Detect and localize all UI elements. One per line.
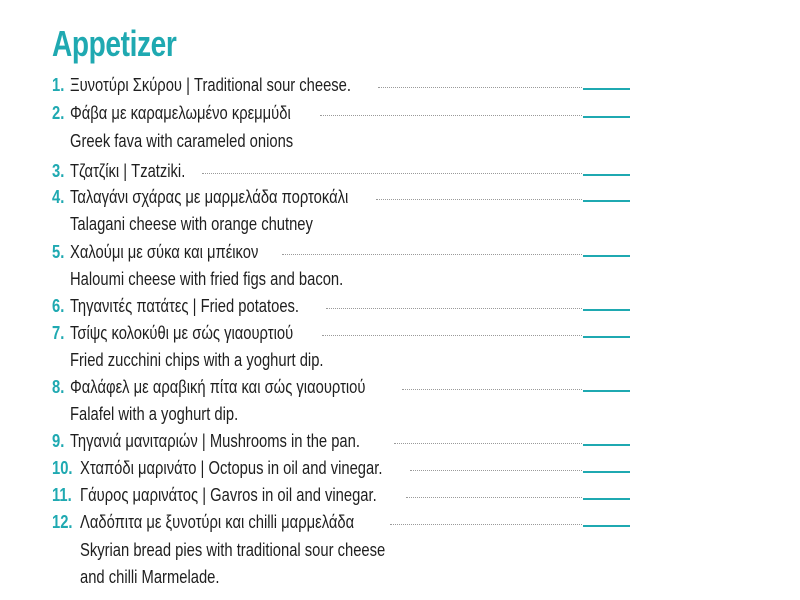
menu-item-12 xyxy=(0,511,800,533)
menu-title: Appetizer xyxy=(52,23,177,64)
menu-item-8 xyxy=(0,376,800,398)
item-name: Ξυνοτύρι Σκύρου | Traditional sour cheese. xyxy=(70,75,351,95)
item-number: 12. xyxy=(52,512,73,532)
dot-leader xyxy=(326,308,582,309)
dot-leader xyxy=(322,335,582,336)
dot-leader xyxy=(390,524,582,525)
dot-leader xyxy=(202,173,582,174)
price-blank xyxy=(583,471,630,473)
dot-leader xyxy=(402,389,582,390)
menu-item-1 xyxy=(0,74,800,96)
dot-leader xyxy=(406,497,582,498)
price-blank xyxy=(583,336,630,338)
item-name: Ταλαγάνι σχάρας με μαρμελάδα πορτοκάλι xyxy=(70,187,349,207)
item-name: Γάυρος μαρινάτος | Gavros in oil and vinegar. xyxy=(80,485,377,505)
menu-item-11 xyxy=(0,484,800,506)
price-blank xyxy=(583,390,630,392)
price-blank xyxy=(583,255,630,257)
item-name: Χαλούμι με σύκα και μπέικον xyxy=(70,242,259,262)
price-blank xyxy=(583,498,630,500)
item-name: Τηγανιά μανιταριών | Mushrooms in the pan. xyxy=(70,431,360,451)
item-number: 4. xyxy=(52,187,65,207)
item-number: 5. xyxy=(52,242,65,262)
price-blank xyxy=(583,116,630,118)
item-name: Λαδόπιτα με ξυνοτύρι και chilli μαρμελάδα xyxy=(80,512,355,532)
price-blank xyxy=(583,309,630,311)
price-blank xyxy=(583,200,630,202)
menu-item-5 xyxy=(0,241,800,263)
dot-leader xyxy=(394,443,582,444)
menu-item-3 xyxy=(0,160,800,182)
menu-item-6 xyxy=(0,295,800,317)
item-number: 11. xyxy=(52,485,72,505)
item-description: Greek fava with carameled onions xyxy=(70,131,294,151)
price-blank xyxy=(583,88,630,90)
dot-leader xyxy=(282,254,582,255)
item-name: Τηγανιτές πατάτες | Fried potatoes. xyxy=(70,296,300,316)
item-number: 9. xyxy=(52,431,65,451)
item-description: and chilli Marmelade. xyxy=(80,567,220,587)
dot-leader xyxy=(376,199,582,200)
item-number: 7. xyxy=(52,323,65,343)
menu-item-4 xyxy=(0,186,800,208)
item-description: Talagani cheese with orange chutney xyxy=(70,214,313,234)
item-number: 6. xyxy=(52,296,65,316)
price-blank xyxy=(583,174,630,176)
item-description: Skyrian bread pies with traditional sour cheese xyxy=(80,540,386,560)
price-blank xyxy=(583,525,630,527)
dot-leader xyxy=(378,87,582,88)
item-description: Fried zucchini chips with a yoghurt dip. xyxy=(70,350,324,370)
item-number: 10. xyxy=(52,458,73,478)
item-name: Φάβα με καραμελωμένο κρεμμύδι xyxy=(70,103,291,123)
item-name: Χταπόδι μαρινάτο | Octopus in oil and vinegar. xyxy=(80,458,383,478)
dot-leader xyxy=(410,470,582,471)
item-number: 8. xyxy=(52,377,65,397)
item-description: Falafel with a yoghurt dip. xyxy=(70,404,239,424)
item-number: 2. xyxy=(52,103,65,123)
item-name: Φαλάφελ με αραβική πίτα και σώς γιαουρτιού xyxy=(70,377,366,397)
price-blank xyxy=(583,444,630,446)
item-name: Τσίψς κολοκύθι με σώς γιαουρτιού xyxy=(70,323,294,343)
menu-item-10 xyxy=(0,457,800,479)
item-description: Haloumi cheese with fried figs and bacon. xyxy=(70,269,344,289)
menu-item-7 xyxy=(0,322,800,344)
item-name: Τζατζίκι | Tzatziki. xyxy=(70,161,186,181)
item-number: 3. xyxy=(52,161,65,181)
menu-item-9 xyxy=(0,430,800,452)
menu-item-2 xyxy=(0,102,800,124)
dot-leader xyxy=(320,115,582,116)
item-number: 1. xyxy=(52,75,65,95)
